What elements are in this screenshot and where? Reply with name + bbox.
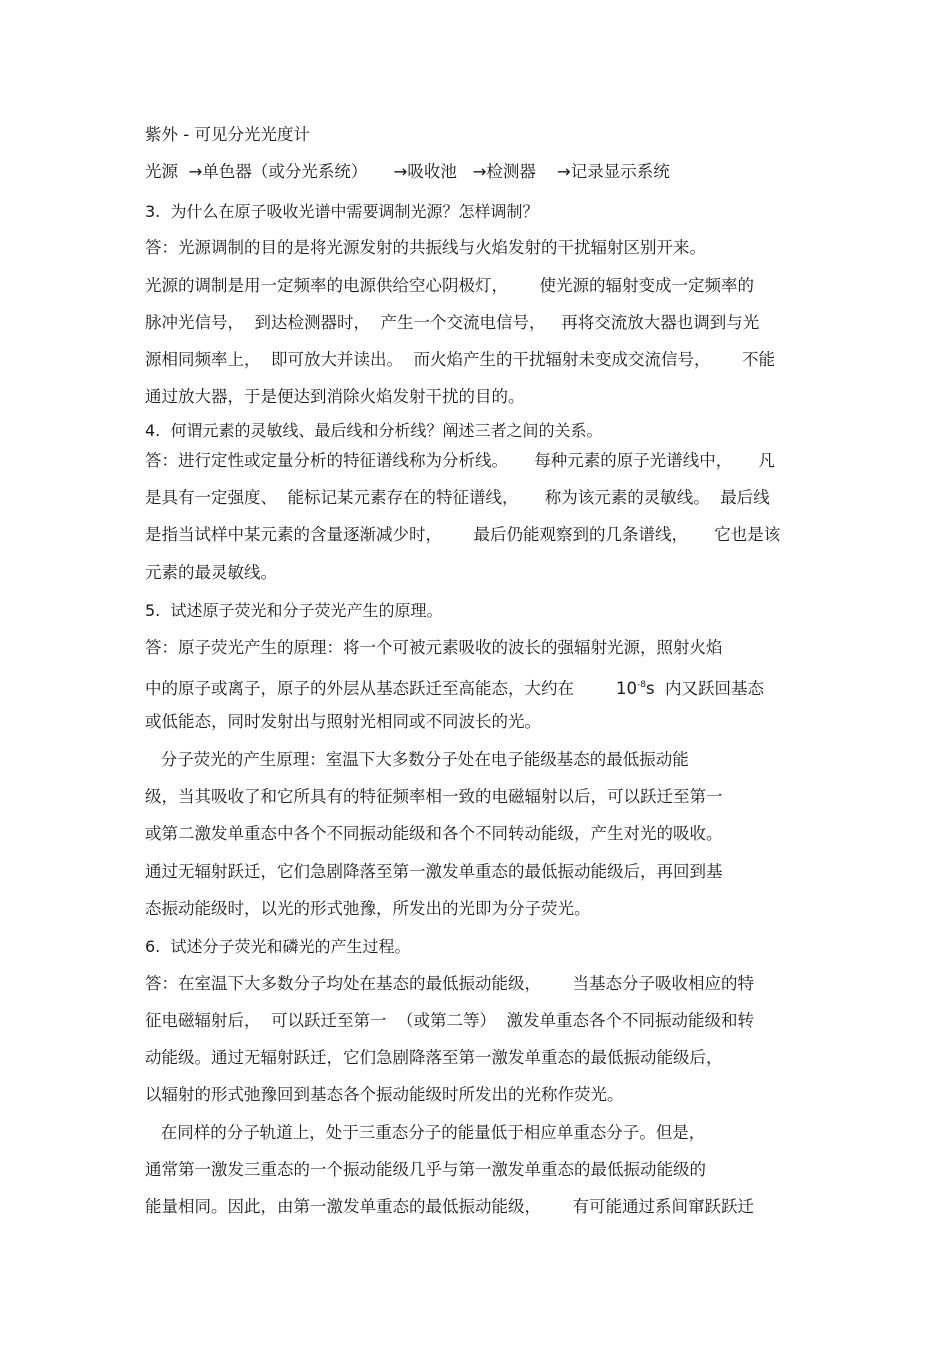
answer-5-line (145, 674, 764, 700)
answer-6-line: 动能级。通过无辐射跃迁，它们急剧降落至第一激发单重态的最低振动能级后， (145, 1048, 723, 1067)
answer-5-line: 或低能态，同时发射出与照射光相同或不同波长的光。 (145, 712, 541, 731)
answer-6-line: 以辐射的形式弛豫回到基态各个振动能级时所发出的光称作荧光。 (145, 1085, 624, 1104)
answer-4-line: 答：进行定性或定量分析的特征谱线称为分析线。 每种元素的原子光谱线中， 凡 (145, 451, 775, 470)
answer-5-line: 答：原子荧光产生的原理：将一个可被元素吸收的波长的强辐射光源，照射火焰 (145, 638, 723, 657)
heading: 紫外 - 可见分光光度计 (145, 125, 310, 144)
answer-3-line: 答：光源调制的目的是将光源发射的共振线与火焰发射的干扰辐射区别开来。 (145, 238, 706, 257)
answer-5-text: s 内又跃回基态 (645, 679, 765, 698)
answer-6-line: 通常第一激发三重态的一个振动能级几乎与第一激发单重态的最低振动能级的 (145, 1160, 706, 1179)
question-5: 5. 试述原子荧光和分子荧光产生的原理。 (145, 601, 443, 620)
flow-line: 光源 →单色器（或分光系统） →吸收池 →检测器 →记录显示系统 (145, 162, 670, 181)
answer-6-line: 答：在室温下大多数分子均处在基态的最低振动能级， 当基态分子吸收相应的特 (145, 974, 754, 993)
answer-6-line: 能量相同。因此，由第一激发单重态的最低振动能级， 有可能通过系间窜跃跃迁 (145, 1197, 754, 1216)
question-4: 4. 何谓元素的灵敏线、最后线和分析线？阐述三者之间的关系。 (145, 421, 603, 440)
question-3: 3. 为什么在原子吸收光谱中需要调制光源？怎样调制？ (145, 202, 539, 221)
answer-5-line: 态振动能级时，以光的形式弛豫，所发出的光即为分子荧光。 (145, 899, 591, 918)
answer-3-line: 脉冲光信号， 到达检测器时， 产生一个交流电信号， 再将交流放大器也调到与光 (145, 313, 760, 332)
answer-5-line: 通过无辐射跃迁，它们急剧降落至第一激发单重态的最低振动能级后，再回到基 (145, 862, 723, 881)
answer-4-line: 是指当试样中某元素的含量逐渐减少时， 最后仍能观察到的几条谱线， 它也是该 (145, 525, 781, 544)
answer-6-line: 征电磁辐射后， 可以跃迁至第一 （或第二等） 激发单重态各个不同振动能级和转 (145, 1011, 754, 1030)
exponent: -8 (636, 680, 646, 690)
answer-5-line: 分子荧光的产生原理：室温下大多数分子处在电子能级基态的最低振动能 (145, 750, 689, 769)
answer-3-line: 光源的调制是用一定频率的电源供给空心阴极灯， 使光源的辐射变成一定频率的 (145, 276, 754, 295)
answer-5-line: 或第二激发单重态中各个不同振动能级和各个不同转动能级，产生对光的吸收。 (145, 824, 723, 843)
answer-3-line: 通过放大器，于是便达到消除火焰发射干扰的目的。 (145, 387, 525, 406)
answer-6-line: 在同样的分子轨道上，处于三重态分子的能量低于相应单重态分子。但是， (145, 1123, 706, 1142)
answer-3-line: 源相同频率上， 即可放大并读出。 而火焰产生的干扰辐射未变成交流信号， 不能 (145, 350, 775, 369)
answer-5-line: 级，当其吸收了和它所具有的特征频率相一致的电磁辐射以后，可以跃迁至第一 (145, 787, 723, 806)
question-6: 6. 试述分子荧光和磷光的产生过程。 (145, 937, 411, 956)
answer-4-line: 元素的最灵敏线。 (145, 563, 277, 582)
answer-5-text: 中的原子或离子，原子的外层从基态跃迁至高能态，大约在 10 (145, 679, 637, 698)
answer-4-line: 是具有一定强度、 能标记某元素存在的特征谱线， 称为该元素的灵敏线。 最后线 (145, 488, 770, 507)
